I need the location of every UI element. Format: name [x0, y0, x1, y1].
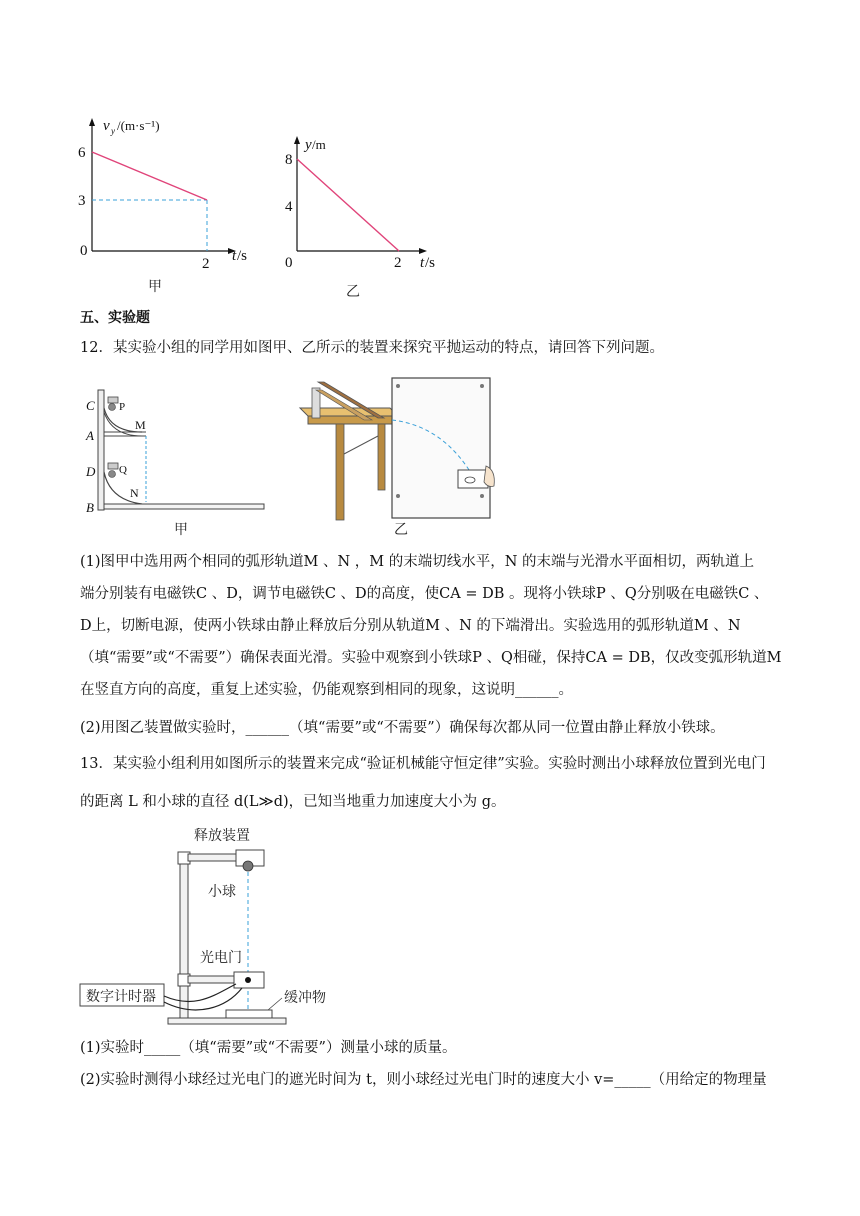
y-axis-unit: /m: [312, 137, 326, 152]
label-M: M: [135, 418, 146, 432]
q12-part1-line1: (1)图甲中选用两个相同的弧形轨道M 、N ，M 的末端切线水平，N 的末端与光滑水平面相切，两轨道上: [80, 554, 755, 570]
q12-part2: (2)用图乙装置做实验时，______（填“需要”或“不需要”）确保每次都从同一位置由静止释放小铁球。: [80, 720, 725, 736]
q12-part1-line4: （填“需要”或“不需要”）确保表面光滑。实验中观察到小铁球P 、Q相碰，保持CA = DB，仅改变弧形轨道M: [80, 650, 782, 666]
x-axis-unit: /s: [237, 248, 248, 264]
q12-figure-jia: [82, 382, 272, 542]
q12-part1-line3: D上，切断电源，使两小铁球由静止释放后分别从轨道M 、N 的下端滑出。实验选用的弧形轨道M 、N: [80, 618, 741, 634]
label-A: A: [86, 428, 94, 443]
caption-yi: 乙: [394, 522, 408, 538]
y-tick-8: 8: [285, 152, 293, 168]
graph-yi: [276, 130, 451, 305]
ball-P: [109, 404, 116, 411]
y-axis-label: v: [103, 118, 110, 134]
q13-part1: (1)实验时_____（填“需要”或“不需要”）测量小球的质量。: [80, 1040, 457, 1056]
x-axis-unit: /s: [425, 255, 436, 271]
label-C: C: [86, 398, 95, 413]
q12-figure-yi: [294, 374, 498, 540]
q13-part2: (2)实验时测得小球经过光电门的遮光时间为 t，则小球经过光电门时的速度大小 v=_____（用给定的物理量: [80, 1072, 767, 1088]
q13-figure: [76, 822, 366, 1032]
ball: [243, 861, 253, 871]
ball-Q: [109, 471, 116, 478]
buffer: [226, 1010, 272, 1018]
section-heading: 五、实验题: [80, 310, 150, 326]
y-tick-3: 3: [78, 193, 86, 209]
q12-stem: 12．某实验小组的同学用如图甲、乙所示的装置来探究平抛运动的特点，请回答下列问题。: [80, 340, 664, 356]
q12-part1-line5: 在竖直方向的高度，重复上述实验，仍能观察到相同的现象，这说明______。: [80, 682, 573, 698]
label-Q: Q: [119, 464, 127, 476]
y-tick-6: 6: [78, 145, 86, 161]
label-gate: 光电门: [200, 950, 242, 966]
x-axis-label: t: [420, 255, 425, 271]
caption-yi: 乙: [346, 284, 360, 300]
x-tick-2: 2: [202, 256, 210, 272]
q13-stem-line2: 的距离 L 和小球的直径 d(L≫d)，已知当地重力加速度大小为 g。: [80, 794, 506, 810]
label-buffer: 缓冲物: [284, 990, 326, 1006]
y-axis-unit: /(m·s⁻¹): [117, 118, 160, 133]
label-ball: 小球: [208, 884, 236, 900]
y-axis-subscript: y: [111, 126, 115, 136]
label-timer: 数字计时器: [86, 989, 156, 1005]
label-N: N: [130, 486, 139, 500]
label-B: B: [86, 500, 94, 515]
caption-jia: 甲: [174, 522, 188, 538]
x-axis-label: t: [232, 248, 237, 264]
q13-stem-line1: 13．某实验小组利用如图所示的装置来完成“验证机械能守恒定律”实验。实验时测出小球释放位置到光电门: [80, 756, 766, 772]
y-axis-label: y: [305, 137, 312, 153]
graph-jia: [70, 110, 260, 300]
x-tick-2: 2: [394, 255, 402, 271]
q12-part1-line2: 端分别装有电磁铁C 、D，调节电磁铁C 、D的高度，使CA = DB 。现将小铁球P 、Q分别吸在电磁铁C 、: [80, 586, 769, 602]
data-line: [92, 152, 207, 200]
data-line: [297, 159, 399, 251]
origin-label: 0: [285, 255, 293, 271]
caption-jia: 甲: [148, 279, 162, 295]
label-D: D: [86, 464, 96, 479]
y-tick-4: 4: [285, 199, 293, 215]
label-release: 释放装置: [194, 828, 250, 844]
label-P: P: [119, 401, 126, 413]
origin-label: 0: [80, 243, 88, 259]
